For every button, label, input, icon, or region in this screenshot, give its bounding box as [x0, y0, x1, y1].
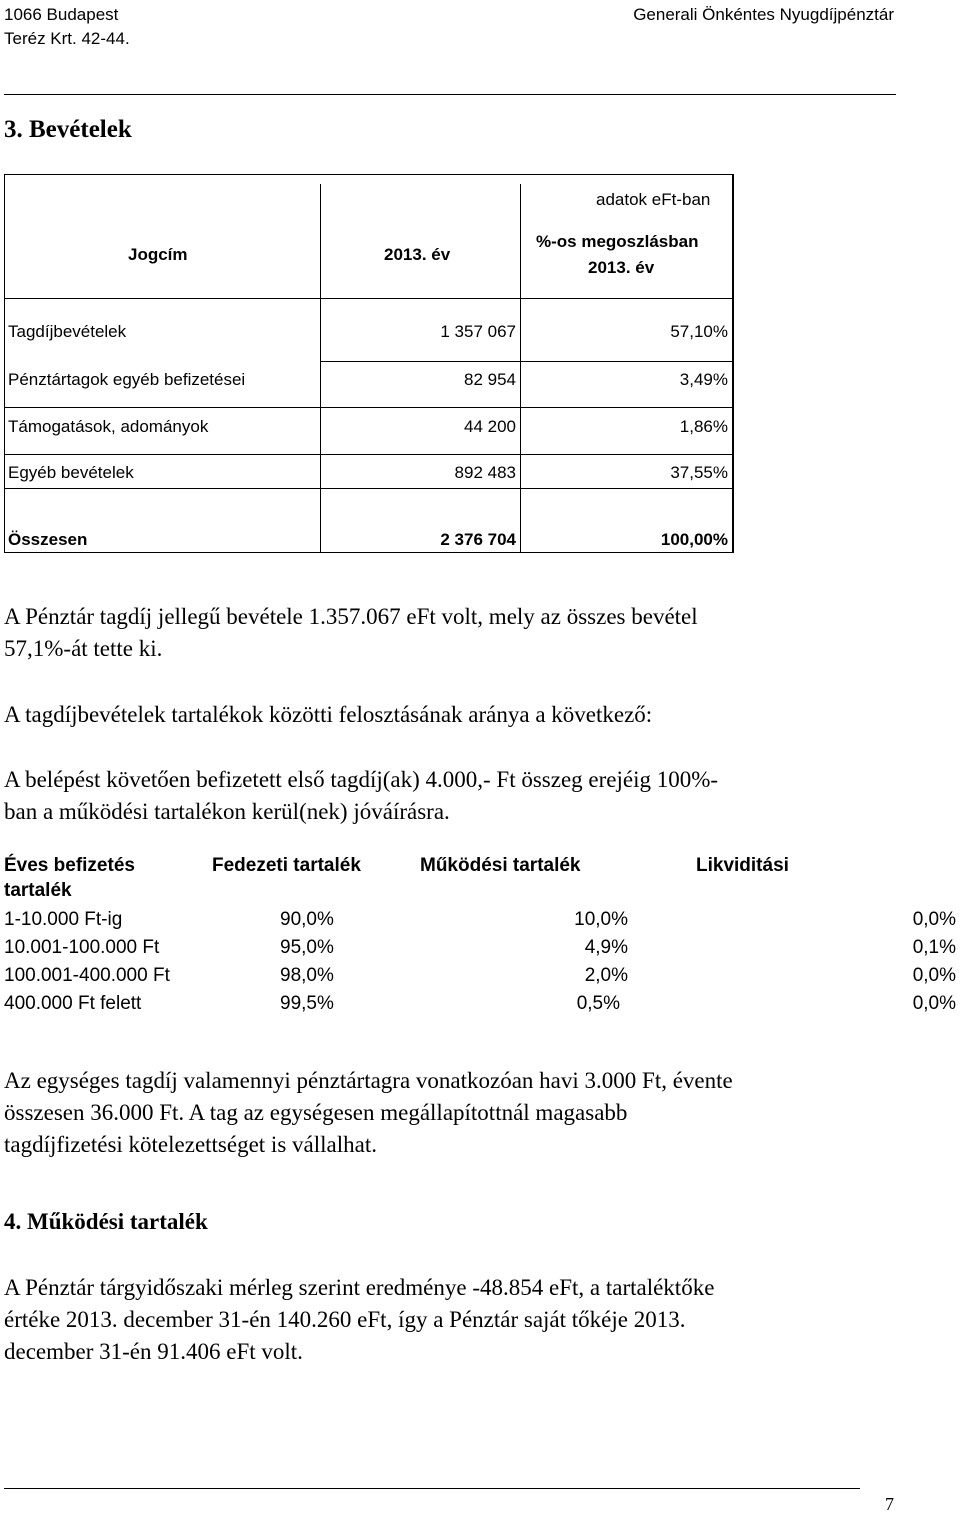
col-header-jogcim: Jogcím	[128, 245, 188, 264]
alloc-cover: 90,0%	[280, 909, 334, 930]
section4-title: 4. Működési tartalék	[4, 1209, 208, 1234]
paragraph-first-fee	[4, 764, 894, 828]
alloc-operating: 4,9%	[584, 937, 628, 958]
col-header-operating: Működési tartalék	[420, 855, 581, 876]
row-share: 3,49%	[679, 370, 728, 389]
col-header-year: 2013. év	[384, 245, 451, 264]
alloc-liquidity: 0,0%	[912, 965, 956, 986]
table-line	[320, 184, 321, 553]
col-header-payment: Éves befizetés	[4, 855, 135, 876]
paragraph-line: ban a működési tartalékon kerül(nek) jóváírásra.	[4, 799, 450, 824]
paragraph-uniform-fee	[4, 1065, 894, 1161]
table-line	[4, 454, 734, 455]
alloc-range: 400.000 Ft felett	[4, 993, 142, 1014]
alloc-liquidity: 0,1%	[912, 937, 956, 958]
table-line	[320, 361, 734, 362]
row-share: 1,86%	[679, 417, 728, 436]
unit-note: adatok eFt-ban	[596, 190, 711, 209]
col-header-liquidity: Likviditási	[696, 855, 789, 876]
alloc-cover: 99,5%	[280, 993, 334, 1014]
header-address-line1: 1066 Budapest	[4, 5, 119, 24]
alloc-operating: 10,0%	[574, 909, 628, 930]
header-address-line2: Teréz Krt. 42-44.	[4, 29, 130, 48]
section3-title: 3. Bevételek	[4, 116, 132, 143]
paragraph-line: A Pénztár tagdíj jellegű bevétele 1.357.067 eFt volt, mely az összes bevétel	[4, 604, 698, 629]
col-header-cover: Fedezeti tartalék	[212, 855, 361, 876]
paragraph-line: december 31-én 91.406 eFt volt.	[4, 1339, 303, 1364]
col-header-liquidity-2: tartalék	[4, 880, 72, 901]
paragraph-line: A belépést követően befizetett első tagdíj(ak) 4.000,- Ft összeg erejéig 100%-	[4, 767, 719, 792]
table-line	[4, 174, 5, 553]
header-rule	[4, 94, 896, 95]
row-value: 44 200	[464, 417, 516, 436]
paragraph-line: A Pénztár tárgyidőszaki mérleg szerint eredménye -48.854 eFt, a tartaléktőke	[4, 1275, 715, 1300]
alloc-cover: 95,0%	[280, 937, 334, 958]
footer-rule	[4, 1488, 860, 1489]
page-number: 7	[885, 1494, 894, 1514]
table-line	[4, 174, 734, 175]
table-line	[520, 184, 521, 553]
total-value: 2 376 704	[440, 530, 516, 549]
paragraph-member-fee-revenue	[4, 601, 894, 665]
row-label: Egyéb bevételek	[8, 463, 134, 482]
col-header-share-year: 2013. év	[588, 258, 655, 277]
alloc-operating: 0,5%	[576, 993, 620, 1014]
paragraph-line: 57,1%-át tette ki.	[4, 636, 163, 661]
row-value: 892 483	[454, 463, 516, 482]
paragraph-operating-reserve	[4, 1272, 894, 1368]
table-line	[4, 298, 734, 299]
alloc-operating: 2,0%	[584, 965, 628, 986]
table-line	[4, 488, 734, 489]
row-label: Támogatások, adományok	[8, 417, 209, 436]
alloc-range: 10.001-100.000 Ft	[4, 937, 160, 958]
paragraph-line: Az egységes tagdíj valamennyi pénztártagra vonatkozóan havi 3.000 Ft, évente	[4, 1068, 733, 1093]
row-value: 82 954	[464, 370, 516, 389]
alloc-liquidity: 0,0%	[912, 909, 956, 930]
row-share: 57,10%	[670, 322, 728, 341]
paragraph-allocation-intro: A tagdíjbevételek tartalékok közötti felosztásának aránya a következő:	[4, 702, 653, 727]
row-value: 1 357 067	[440, 322, 516, 341]
total-share: 100,00%	[660, 530, 728, 549]
row-label: Pénztártagok egyéb befizetései	[8, 370, 246, 389]
paragraph-line: tagdíjfizetési kötelezettséget is vállalhat.	[4, 1132, 377, 1157]
paragraph-line: összesen 36.000 Ft. A tag az egységesen megállapítottnál magasabb	[4, 1100, 628, 1125]
row-share: 37,55%	[670, 463, 728, 482]
revenue-table	[4, 174, 734, 553]
total-label: Összesen	[8, 530, 88, 549]
table-line	[4, 407, 734, 408]
alloc-liquidity: 0,0%	[912, 993, 956, 1014]
alloc-range: 100.001-400.000 Ft	[4, 965, 170, 986]
row-label: Tagdíjbevételek	[8, 322, 127, 341]
alloc-cover: 98,0%	[280, 965, 334, 986]
alloc-range: 1-10.000 Ft-ig	[4, 909, 123, 930]
header-fund-name: Generali Önkéntes Nyugdíjpénztár	[633, 5, 894, 24]
table-line	[4, 552, 734, 553]
table-line	[732, 174, 734, 553]
col-header-share: %-os megoszlásban	[536, 232, 699, 251]
paragraph-line: értéke 2013. december 31-én 140.260 eFt, így a Pénztár saját tőkéje 2013.	[4, 1307, 686, 1332]
